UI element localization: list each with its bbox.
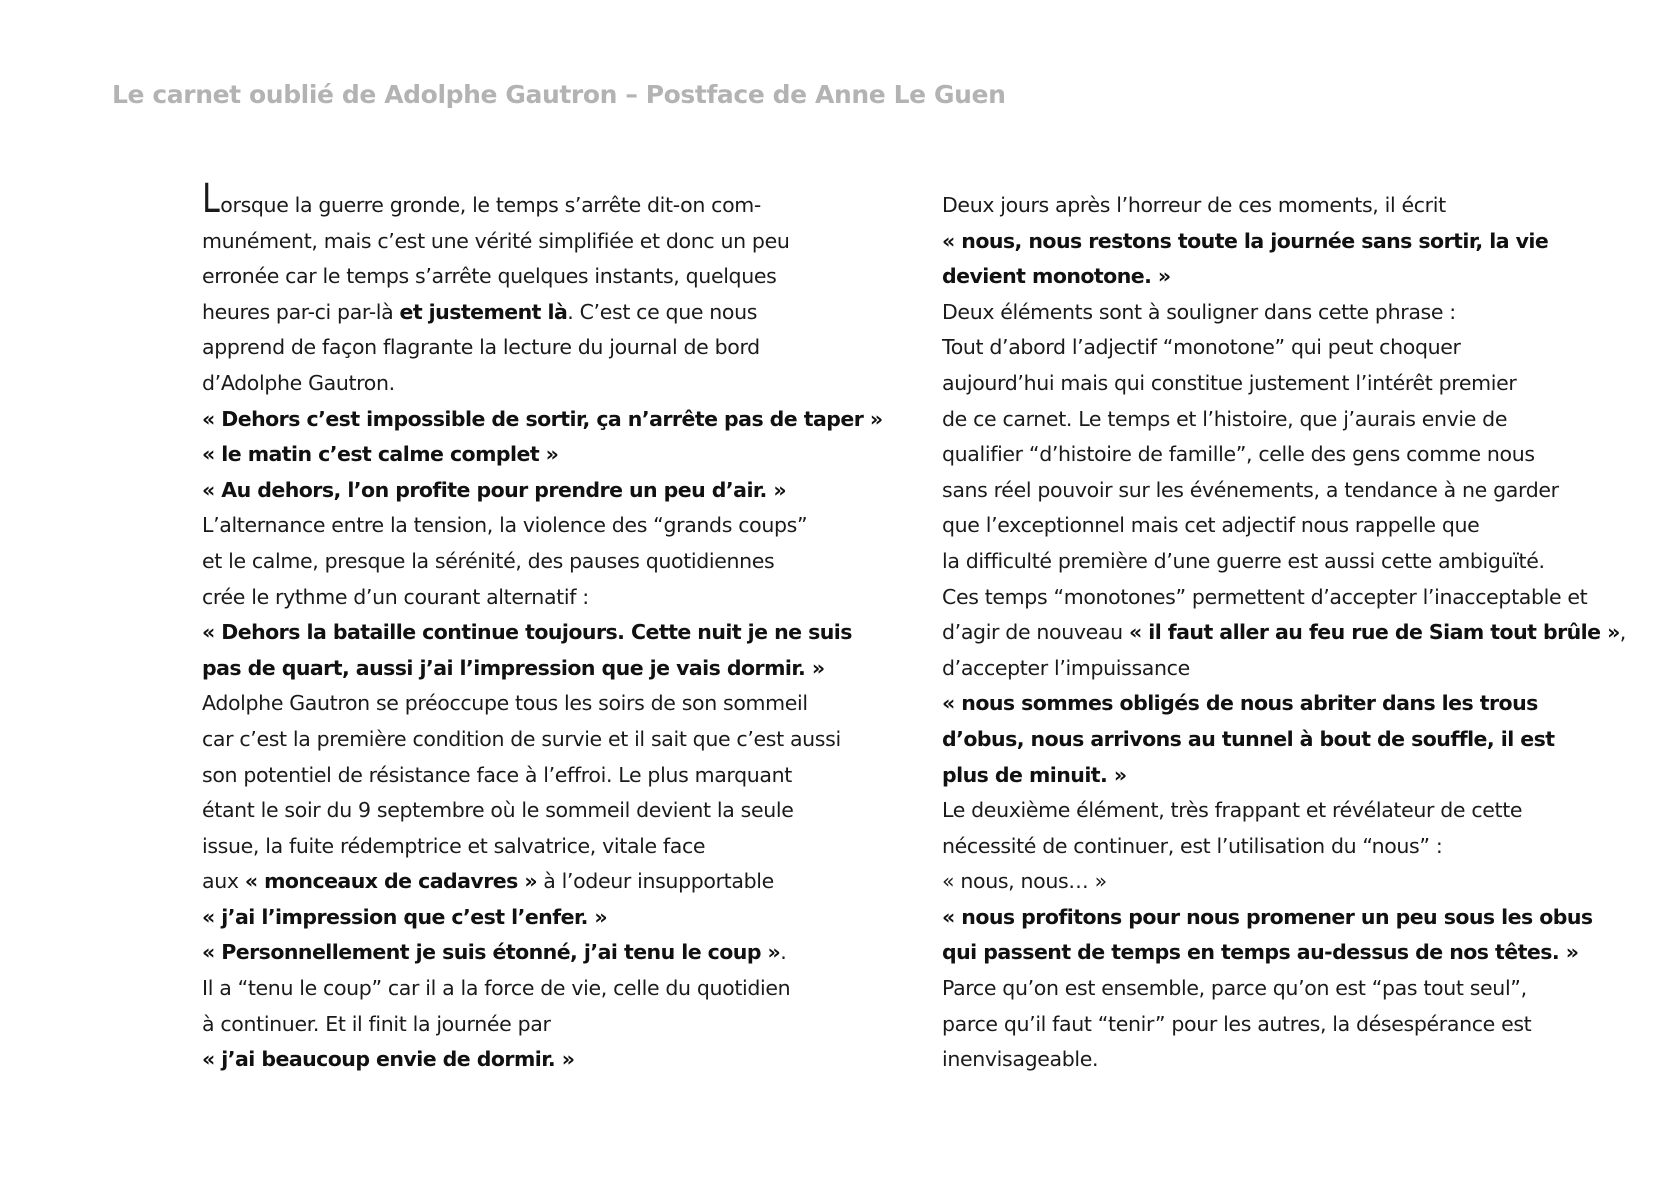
body-text: , bbox=[1619, 620, 1626, 645]
text-line bbox=[942, 829, 1602, 865]
text-line bbox=[202, 402, 883, 438]
body-text: apprend de façon flagrante la lecture du journal de bord bbox=[202, 335, 760, 360]
quote-text: « Au dehors, l’on profite pour prendre un peu d’air. » bbox=[202, 477, 787, 502]
body-text: inenvisageable. bbox=[942, 1047, 1099, 1072]
body-text: L’alternance entre la tension, la violence des “grands coups” bbox=[202, 513, 808, 538]
text-line bbox=[942, 900, 1602, 936]
text-line bbox=[202, 580, 862, 616]
quote-text: pas de quart, aussi j’ai l’impression que je vais dormir. » bbox=[202, 655, 825, 680]
quote-text: « j’ai l’impression que c’est l’enfer. » bbox=[202, 904, 608, 929]
text-line bbox=[202, 615, 862, 651]
body-text: issue, la fuite rédemptrice et salvatrice, vitale face bbox=[202, 833, 706, 858]
quote-text: plus de minuit. » bbox=[942, 762, 1127, 787]
text-line bbox=[202, 793, 862, 829]
text-line bbox=[942, 224, 1602, 260]
body-text: parce qu’il faut “tenir” pour les autres, la désespérance est bbox=[942, 1011, 1532, 1036]
body-text: de ce carnet. Le temps et l’histoire, que j’aurais envie de bbox=[942, 406, 1508, 431]
text-line bbox=[942, 295, 1602, 331]
quote-text: « nous profitons pour nous promener un peu sous les obus bbox=[942, 904, 1593, 929]
quote-text: « monceaux de cadavres » bbox=[244, 869, 538, 894]
body-text: Ces temps “monotones” permettent d’accepter l’inacceptable et bbox=[942, 584, 1588, 609]
body-text: qualifier “d’histoire de famille”, celle des gens comme nous bbox=[942, 442, 1535, 467]
text-line bbox=[202, 900, 862, 936]
body-text: erronée car le temps s’arrête quelques instants, quelques bbox=[202, 264, 777, 289]
quote-text: devient monotone. » bbox=[942, 264, 1171, 289]
text-line bbox=[202, 224, 862, 260]
text-line bbox=[942, 1042, 1602, 1078]
text-line bbox=[202, 971, 862, 1007]
body-text: munément, mais c’est une vérité simplifiée et donc un peu bbox=[202, 228, 790, 253]
body-text: et le calme, presque la sérénité, des pauses quotidiennes bbox=[202, 548, 775, 573]
text-line bbox=[202, 259, 862, 295]
body-text: heures par-ci par-là bbox=[202, 299, 400, 324]
text-line bbox=[942, 758, 1602, 794]
text-line bbox=[202, 330, 862, 366]
body-text: que l’exceptionnel mais cet adjectif nous rappelle que bbox=[942, 513, 1480, 538]
quote-text: « Dehors la bataille continue toujours. Cette nuit je ne suis bbox=[202, 620, 852, 645]
body-text: d’accepter l’impuissance bbox=[942, 655, 1190, 680]
text-line bbox=[202, 508, 862, 544]
quote-text: d’obus, nous arrivons au tunnel à bout de souffle, il est bbox=[942, 726, 1555, 751]
text-line bbox=[942, 615, 1626, 651]
text-line bbox=[202, 1042, 862, 1078]
body-text: Il a “tenu le coup” car il a la force de vie, celle du quotidien bbox=[202, 976, 791, 1001]
text-line bbox=[942, 473, 1602, 509]
text-line bbox=[202, 829, 862, 865]
text-line bbox=[942, 188, 1602, 224]
text-line bbox=[942, 935, 1602, 971]
body-text: . C’est ce que nous bbox=[567, 299, 758, 324]
text-line bbox=[942, 722, 1602, 758]
text-line bbox=[942, 651, 1602, 687]
text-line bbox=[942, 864, 1602, 900]
text-line bbox=[942, 544, 1602, 580]
body-text: d’Adolphe Gautron. bbox=[202, 370, 395, 395]
text-line bbox=[202, 1007, 862, 1043]
text-line bbox=[202, 686, 862, 722]
quote-text: « Dehors c’est impossible de sortir, ça n’arrête pas de taper » bbox=[202, 406, 883, 431]
body-text: aux bbox=[202, 869, 245, 894]
body-text: Adolphe Gautron se préoccupe tous les soirs de son sommeil bbox=[202, 691, 808, 716]
body-text: étant le soir du 9 septembre où le sommeil devient la seule bbox=[202, 798, 794, 823]
body-text: à continuer. Et il finit la journée par bbox=[202, 1011, 551, 1036]
quote-text: « j’ai beaucoup envie de dormir. » bbox=[202, 1047, 575, 1072]
right-text-column bbox=[942, 188, 1626, 1078]
body-text: son potentiel de résistance face à l’effroi. Le plus marquant bbox=[202, 762, 792, 787]
text-line bbox=[202, 864, 862, 900]
text-line bbox=[942, 1007, 1602, 1043]
body-text: car c’est la première condition de survie et il sait que c’est aussi bbox=[202, 726, 841, 751]
body-text: . bbox=[780, 940, 787, 965]
text-line bbox=[202, 295, 862, 331]
body-text: « nous, nous… » bbox=[942, 869, 1107, 894]
body-text: d’agir de nouveau bbox=[942, 620, 1129, 645]
text-line bbox=[202, 437, 862, 473]
text-line bbox=[202, 366, 862, 402]
text-line bbox=[202, 758, 862, 794]
body-text: Deux éléments sont à souligner dans cette phrase : bbox=[942, 299, 1456, 324]
quote-text: qui passent de temps en temps au-dessus de nos têtes. » bbox=[942, 940, 1579, 965]
quote-text: « il faut aller au feu rue de Siam tout brûle » bbox=[1128, 620, 1620, 645]
text-line bbox=[942, 259, 1602, 295]
body-text: Deux jours après l’horreur de ces moments, il écrit bbox=[942, 193, 1446, 217]
body-text: orsque la guerre gronde, le temps s’arrête dit-on com- bbox=[220, 193, 761, 217]
text-line bbox=[202, 176, 862, 224]
body-text: à l’odeur insupportable bbox=[537, 869, 774, 894]
text-line bbox=[202, 935, 862, 971]
left-text-column bbox=[202, 176, 883, 1078]
body-text: sans réel pouvoir sur les événements, a tendance à ne garder bbox=[942, 477, 1559, 502]
text-line bbox=[202, 473, 862, 509]
text-line bbox=[202, 722, 862, 758]
text-line bbox=[942, 508, 1602, 544]
quote-text: « nous, nous restons toute la journée sans sortir, la vie bbox=[942, 228, 1549, 253]
text-line bbox=[942, 402, 1602, 438]
drop-cap: L bbox=[202, 176, 220, 222]
text-line bbox=[202, 544, 862, 580]
body-text: Le deuxième élément, très frappant et révélateur de cette bbox=[942, 798, 1523, 823]
body-text: aujourd’hui mais qui constitue justement l’intérêt premier bbox=[942, 370, 1517, 395]
text-line bbox=[942, 437, 1602, 473]
text-line bbox=[942, 366, 1602, 402]
body-text: crée le rythme d’un courant alternatif : bbox=[202, 584, 589, 609]
quote-text: et justement là bbox=[399, 299, 568, 324]
text-line bbox=[942, 686, 1602, 722]
text-line bbox=[942, 793, 1602, 829]
quote-text: « Personnellement je suis étonné, j’ai tenu le coup » bbox=[202, 940, 781, 965]
running-header: Le carnet oublié de Adolphe Gautron – Postface de Anne Le Guen bbox=[112, 80, 1006, 109]
text-line bbox=[202, 651, 862, 687]
text-line bbox=[942, 971, 1602, 1007]
quote-text: « nous sommes obligés de nous abriter dans les trous bbox=[942, 691, 1538, 716]
text-line bbox=[942, 330, 1602, 366]
body-text: nécessité de continuer, est l’utilisation du “nous” : bbox=[942, 833, 1443, 858]
body-text: la difficulté première d’une guerre est aussi cette ambiguïté. bbox=[942, 548, 1545, 573]
body-text: Parce qu’on est ensemble, parce qu’on est “pas tout seul”, bbox=[942, 976, 1527, 1001]
body-text: Tout d’abord l’adjectif “monotone” qui peut choquer bbox=[942, 335, 1461, 360]
quote-text: « le matin c’est calme complet » bbox=[202, 442, 559, 467]
text-line bbox=[942, 580, 1602, 616]
